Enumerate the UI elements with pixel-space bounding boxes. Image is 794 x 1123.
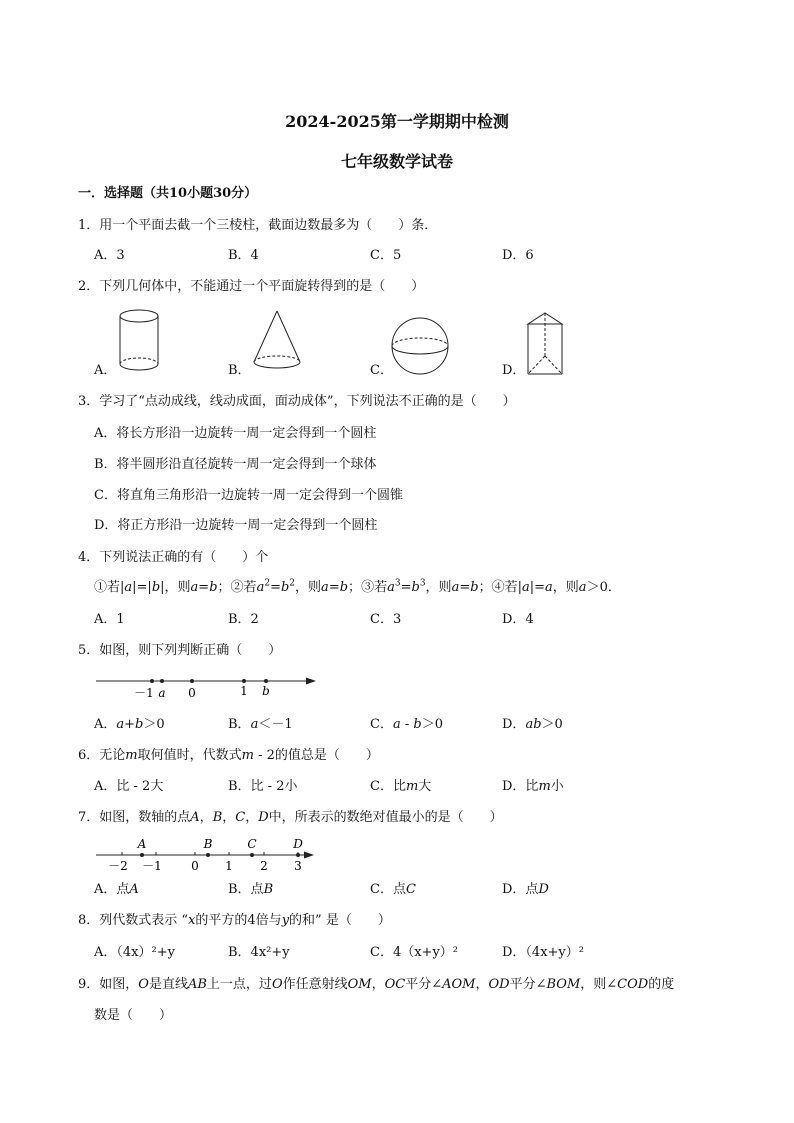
q4-statements: ①若|a|=|b|，则a=b；②若$a^2=b^2$，则a=b；③若$a^3=b^3$，则a=b；④若|a|=a，则a＞0． bbox=[94, 578, 621, 595]
sphere-icon bbox=[388, 314, 452, 378]
q7-option-c: C．点C bbox=[370, 882, 416, 897]
q7-number-line bbox=[92, 835, 322, 875]
q6-option-d: D．比m小 bbox=[502, 779, 564, 794]
q4-option-b: B．2 bbox=[228, 612, 259, 627]
q2-option-b: B． bbox=[228, 363, 251, 378]
question-3-stem: 3．学习了“点动成线，线动成面，面动成体”，下列说法不正确的是（ ） bbox=[78, 394, 516, 409]
q1-option-b: B．4 bbox=[228, 248, 259, 263]
question-7-stem: 7．如图，数轴的点A，B，C，D中，所表示的数绝对值最小的是（ ） bbox=[78, 810, 503, 825]
q2-option-a: A． bbox=[94, 363, 117, 378]
q4-option-c: C．3 bbox=[370, 612, 402, 627]
q8-option-d: D．（4x+y）² bbox=[502, 945, 584, 960]
nl5-label-0: 0 bbox=[188, 686, 196, 700]
nl5-label-1: 1 bbox=[240, 684, 248, 698]
q8-option-a: A．（4x）²+y bbox=[94, 945, 175, 960]
exam-subtitle: 七年级数学试卷 bbox=[340, 152, 453, 171]
q3-option-c: C．将直角三角形沿一边旋转一周一定会得到一个圆锥 bbox=[94, 488, 403, 503]
q7-option-a: A．点A bbox=[94, 882, 139, 897]
question-1-stem: 1．用一个平面去截一个三棱柱，截面边数最多为（ ）条． bbox=[78, 218, 438, 233]
q7-option-d: D．点D bbox=[502, 882, 549, 897]
q3-option-d: D．将正方形沿一边旋转一周一定会得到一个圆柱 bbox=[94, 518, 378, 533]
nl7-tick-0: 0 bbox=[191, 859, 199, 873]
q7-option-b: B．点B bbox=[228, 882, 274, 897]
exam-title: 2024-2025第一学期期中检测 bbox=[285, 112, 509, 131]
q4-option-a: A．1 bbox=[94, 612, 125, 627]
question-4-stem: 4．下列说法正确的有（ ）个 bbox=[78, 550, 269, 565]
q3-option-a: A．将长方形沿一边旋转一周一定会得到一个圆柱 bbox=[94, 426, 377, 441]
q6-option-a: A．比 - 2大 bbox=[94, 779, 164, 794]
nl5-label-a: a bbox=[158, 686, 166, 700]
question-5-stem: 5．如图，则下列判断正确（ ） bbox=[78, 643, 282, 658]
q6-option-b: B．比 - 2小 bbox=[228, 779, 298, 794]
nl7-tick-1: 1 bbox=[225, 859, 233, 873]
arrow-right-icon bbox=[306, 678, 316, 685]
nl7-point-b: B bbox=[203, 837, 213, 851]
q1-option-d: D．6 bbox=[502, 248, 534, 263]
section-heading: 一．选择题（共10小题30分） bbox=[78, 186, 258, 201]
question-9-stem: 9．如图，O是直线AB上一点，过O作任意射线OM，OC平分∠AOM，OD平分∠BOM，则∠COD的度 bbox=[78, 977, 675, 992]
q1-option-a: A．3 bbox=[94, 248, 125, 263]
question-2-stem: 2．下列几何体中，不能通过一个平面旋转得到的是（ ） bbox=[78, 279, 425, 294]
nl7-tick-neg1: －1 bbox=[142, 859, 162, 873]
q5-option-c: C．a - b＞0 bbox=[370, 717, 443, 732]
nl7-point-d: D bbox=[293, 837, 303, 851]
nl5-label-neg1: －1 bbox=[134, 686, 154, 700]
nl7-tick-3: 3 bbox=[294, 859, 302, 873]
nl7-tick-2: 2 bbox=[260, 859, 268, 873]
cone-icon bbox=[248, 308, 306, 374]
nl7-point-a: A bbox=[137, 837, 147, 851]
q5-option-b: B．a＜－1 bbox=[228, 717, 293, 732]
q5-number-line bbox=[92, 672, 324, 702]
q1-option-c: C．5 bbox=[370, 248, 402, 263]
q8-option-b: B．4x²+y bbox=[228, 945, 290, 960]
q5-option-d: D．ab＞0 bbox=[502, 717, 563, 732]
cylinder-icon bbox=[112, 306, 166, 376]
q5-option-a: A．a+b＞0 bbox=[94, 717, 165, 732]
question-6-stem: 6．无论m取何值时，代数式m - 2的值总是（ ） bbox=[78, 748, 379, 763]
question-9-stem-cont: 数是（ ） bbox=[94, 1008, 173, 1023]
q8-option-c: C．4（x+y）² bbox=[370, 945, 458, 960]
q3-option-b: B．将半圆形沿直径旋转一周一定会得到一个球体 bbox=[94, 457, 377, 472]
question-8-stem: 8．列代数式表示 “x的平方的4倍与y的和” 是（ ） bbox=[78, 913, 391, 928]
nl7-point-c: C bbox=[247, 837, 257, 851]
triangular-prism-icon bbox=[522, 310, 568, 380]
q2-option-d: D． bbox=[502, 363, 526, 378]
arrow-right-icon bbox=[304, 852, 314, 859]
q2-option-c: C． bbox=[370, 363, 393, 378]
nl5-label-b: b bbox=[262, 684, 270, 698]
q4-option-d: D．4 bbox=[502, 612, 534, 627]
nl7-tick-neg2: －2 bbox=[108, 859, 128, 873]
q6-option-c: C．比m大 bbox=[370, 779, 432, 794]
